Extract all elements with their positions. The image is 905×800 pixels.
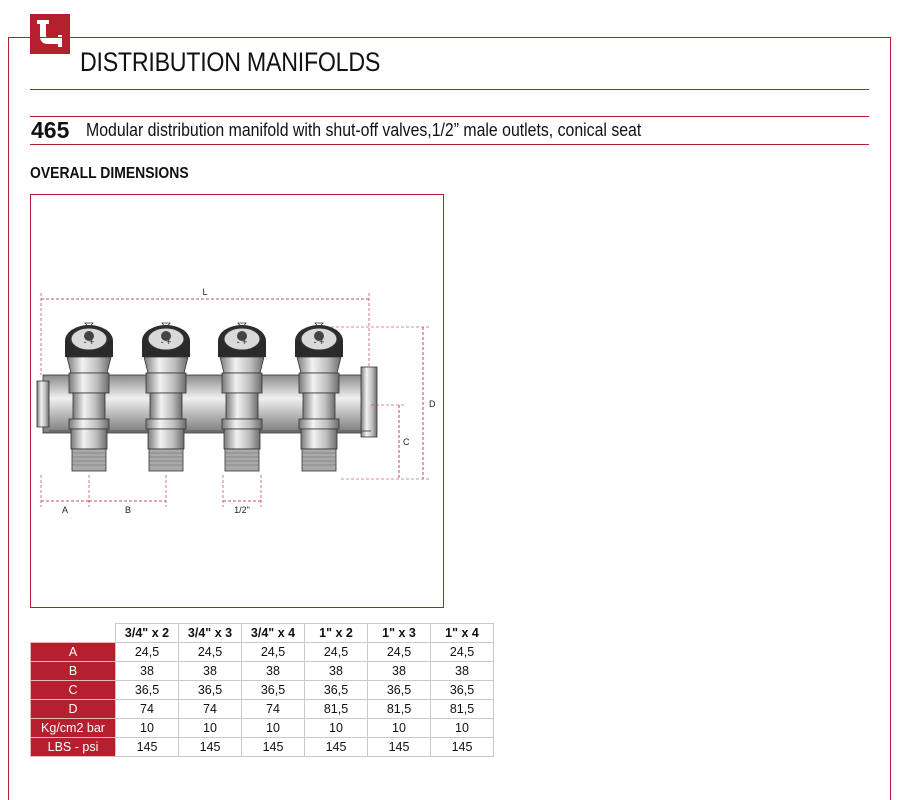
table-cell: 36,5 [431,681,494,700]
dimension-drawing [30,194,444,608]
table-header-row [31,624,494,643]
product-divider-bottom [30,144,869,145]
table-cell: 10 [116,719,179,738]
section-title: OVERALL DIMENSIONS [30,165,189,182]
table-cell: 24,5 [242,643,305,662]
table-cell: 36,5 [305,681,368,700]
table-cell: 24,5 [368,643,431,662]
table-cell: 24,5 [305,643,368,662]
table-cell: 81,5 [431,700,494,719]
table-cell: 38 [179,662,242,681]
valve-mark-1: - + [83,337,95,347]
table-cell: 145 [431,738,494,757]
row-header: Kg/cm2 bar [31,719,116,738]
row-header: C [31,681,116,700]
table-cell: 38 [116,662,179,681]
title-divider [30,89,869,90]
column-header: 1" x 3 [368,624,431,643]
table-cell: 10 [305,719,368,738]
table-cell: 145 [305,738,368,757]
table-cell: 38 [368,662,431,681]
product-code: 465 [31,117,70,143]
table-cell: 10 [431,719,494,738]
valve-mark-3: - + [236,337,248,347]
table-cell: 81,5 [305,700,368,719]
page-frame-right [890,37,891,800]
table-cell: 74 [116,700,179,719]
dimension-label-d: D [429,399,436,409]
table-corner [31,624,116,643]
valve-mark-4: - + [313,337,325,347]
table-row [31,662,494,681]
table-cell: 36,5 [242,681,305,700]
table-cell: 145 [368,738,431,757]
table-row [31,738,494,757]
table-cell: 10 [179,719,242,738]
dimension-label-outlet: 1/2" [234,505,250,515]
column-header: 3/4" x 2 [116,624,179,643]
table-cell: 145 [179,738,242,757]
column-header: 3/4" x 4 [242,624,305,643]
table-cell: 38 [305,662,368,681]
dimension-label-a: A [61,505,69,515]
row-header: A [31,643,116,662]
column-header: 1" x 4 [431,624,494,643]
table-cell: 10 [368,719,431,738]
table-row [31,700,494,719]
product-divider-top [30,116,869,117]
table-cell: 24,5 [179,643,242,662]
dimension-label-b: B [124,505,132,515]
table-cell: 36,5 [368,681,431,700]
table-cell: 145 [242,738,305,757]
page-title: DISTRIBUTION MANIFOLDS [80,47,381,77]
column-header: 3/4" x 3 [179,624,242,643]
pipe-elbow-icon [30,14,70,54]
page-frame-left [8,37,9,800]
row-header: B [31,662,116,681]
dimension-label-l: L [202,287,208,297]
table-cell: 74 [179,700,242,719]
table-cell: 36,5 [116,681,179,700]
table-row [31,643,494,662]
manifold-drawing [31,195,445,609]
row-header: LBS - psi [31,738,116,757]
table-cell: 38 [431,662,494,681]
table-cell: 145 [116,738,179,757]
page-frame-top [8,37,891,38]
table-cell: 24,5 [116,643,179,662]
table-cell: 36,5 [179,681,242,700]
table-cell: 10 [242,719,305,738]
table-row [31,719,494,738]
table-cell: 74 [242,700,305,719]
brand-logo [30,14,70,54]
dimension-label-c: C [403,437,410,447]
row-header: D [31,700,116,719]
table-cell: 38 [242,662,305,681]
table-cell: 24,5 [431,643,494,662]
product-description: Modular distribution manifold with shut-off valves,1/2” male outlets, conical seat [86,120,642,140]
valve-mark-2: - + [160,337,172,347]
table-cell: 81,5 [368,700,431,719]
column-header: 1" x 2 [305,624,368,643]
dimensions-table [30,623,494,757]
table-row [31,681,494,700]
